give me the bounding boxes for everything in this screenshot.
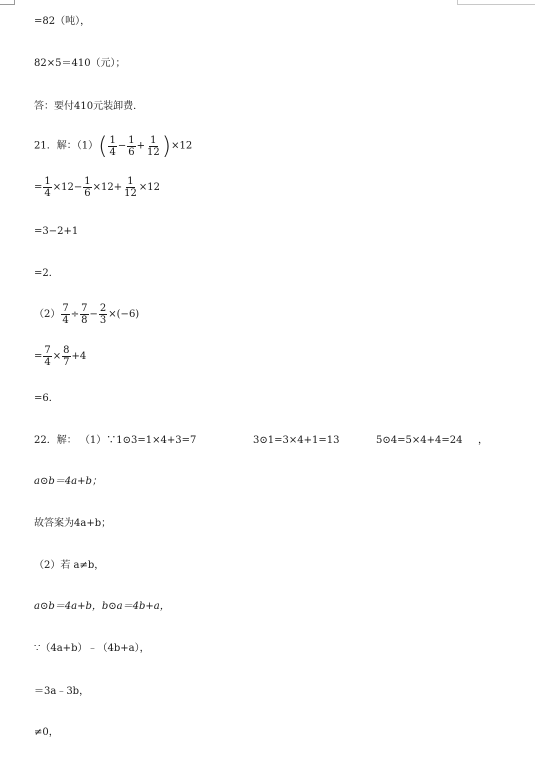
fraction: $\frac{1}{4}$ <box>109 134 116 158</box>
expression-tail: +4 <box>71 351 87 362</box>
fraction: $\frac{7}{4}$ <box>44 345 51 368</box>
p21-q1-step3: =3−2+1 <box>34 226 79 237</box>
p21-q1-step2 <box>34 176 160 199</box>
fraction: $\frac{1}{12}$ <box>147 134 160 158</box>
term: ×12 <box>138 182 160 193</box>
p22-q1-line: 22．解： （1）∵1⊙3=1×4+3=7 <box>34 435 197 446</box>
fraction: $\frac{7}{8}$ <box>81 303 88 326</box>
p22-q2-assumption: （2）若 a≠b， <box>34 560 105 571</box>
operator: + <box>136 140 145 152</box>
expression-tail: ×12 <box>171 140 193 152</box>
p21-q1-result: =2． <box>34 268 59 279</box>
p22-rule: a⊙b＝4a+b； <box>34 476 102 487</box>
p22-answer: 故答案为4a+b； <box>34 518 112 529</box>
equals: = <box>34 351 43 362</box>
left-paren: ( <box>98 132 108 160</box>
operator: × <box>52 351 62 362</box>
p21-q2-step2 <box>34 345 86 368</box>
p22-q2-difference: ∵（4a+b）﹣（4b+a）， <box>34 643 150 654</box>
p21-q2-result: =6． <box>34 393 59 404</box>
fraction: $\frac{8}{7}$ <box>63 345 70 368</box>
fraction: $\frac{2}{3}$ <box>99 303 107 326</box>
line-answer: 答：要付410元装卸费． <box>34 101 144 112</box>
fraction: $\frac{1}{12}$ <box>124 176 137 199</box>
operator: ÷ <box>70 309 80 320</box>
p21-q2-expression <box>34 303 139 326</box>
p22-q1-example3: 5⊙4=5×4+4=24 <box>376 435 463 446</box>
p22-q1-comma: ， <box>478 435 488 446</box>
p21-q1-expression <box>34 134 192 158</box>
p21-q2-prefix: （2） <box>34 309 61 320</box>
p21-prefix: 21．解：（1） <box>34 140 99 152</box>
line-fee-calc: 82×5＝410（元）； <box>34 58 126 69</box>
p22-q2-definitions: a⊙b＝4a+b，b⊙a＝4b+a， <box>34 601 170 612</box>
fraction: $\frac{1}{4}$ <box>44 176 51 199</box>
right-paren: ) <box>161 132 172 160</box>
p22-q1-example2: 3⊙1=3×4+1=13 <box>253 435 340 446</box>
p22-q2-simplified: ＝3a﹣3b， <box>34 686 90 697</box>
fraction: $\frac{1}{6}$ <box>84 176 91 199</box>
line-tonnage: =82（吨）， <box>34 16 91 27</box>
term: ×12− <box>52 182 83 193</box>
fraction: $\frac{7}{4}$ <box>62 303 69 326</box>
operator: − <box>89 309 98 320</box>
header-rule <box>457 0 535 5</box>
p22-q2-conclusion: ≠0， <box>34 727 59 738</box>
page-corner-mark <box>0 0 15 5</box>
equals: = <box>34 182 43 193</box>
fraction: $\frac{1}{6}$ <box>128 134 135 158</box>
term: ×12+ <box>92 182 123 193</box>
operator: − <box>117 140 127 152</box>
expression-tail: ×(−6) <box>108 309 140 320</box>
